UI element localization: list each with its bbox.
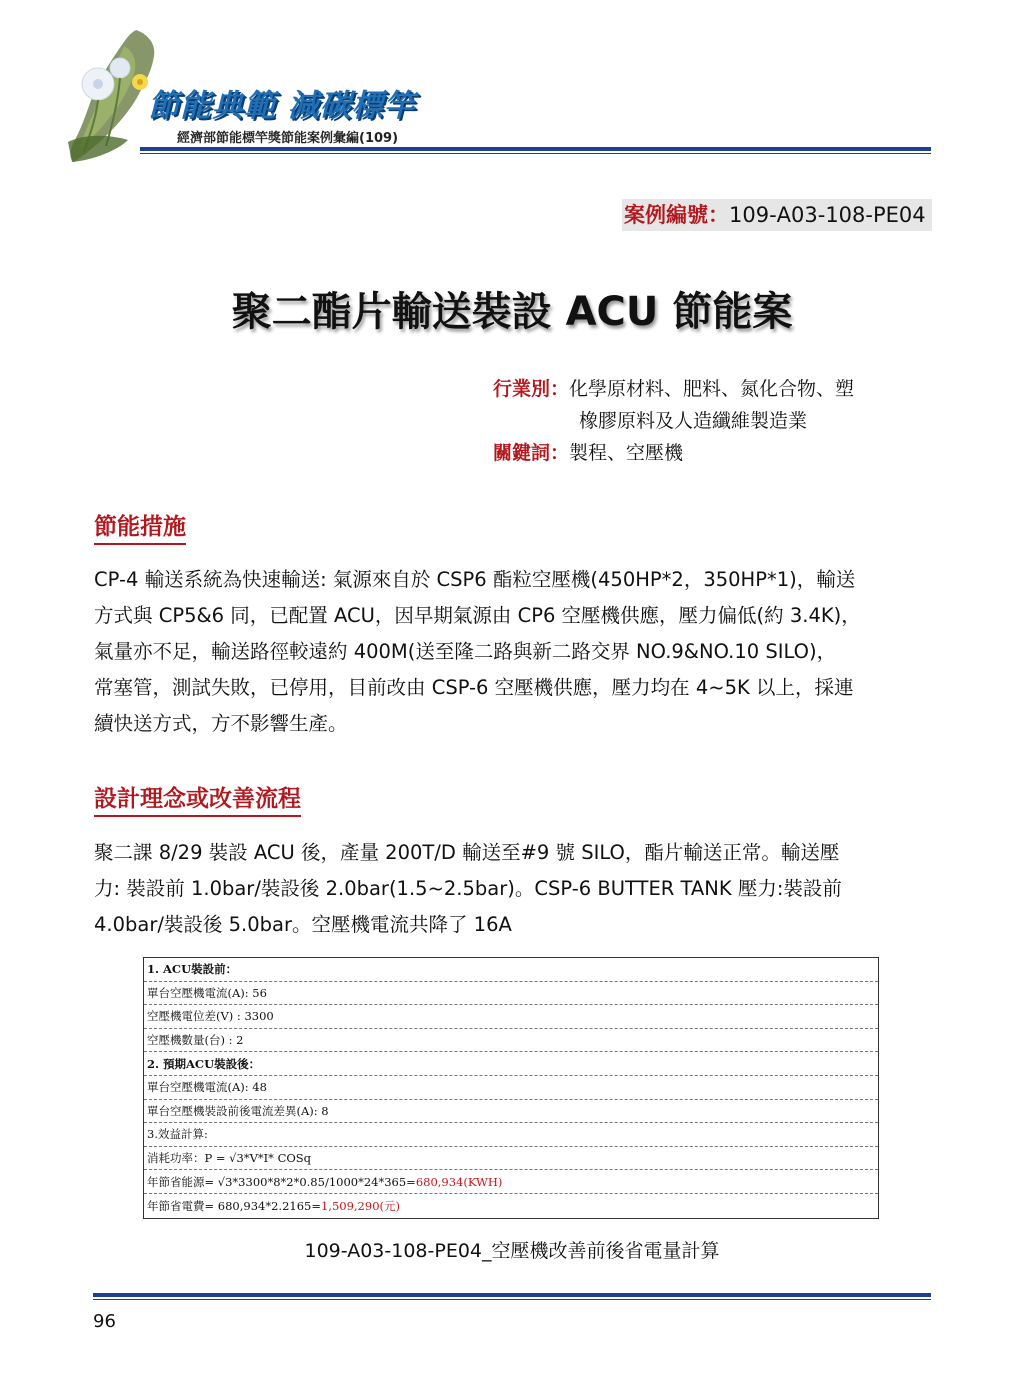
paragraph-line: 方式與 CP5&6 同，已配置 ACU，因早期氣源由 CP6 空壓機供應，壓力偏低(約 3.4K)，: [94, 604, 861, 627]
table-row: 消耗功率：P = √3*V*I* COSq: [144, 1147, 878, 1171]
table-row: 空壓機數量(台) : 2: [144, 1029, 878, 1053]
keywords-value: 製程、空壓機: [569, 442, 684, 464]
case-number-value: 109-A03-108-PE04: [729, 203, 926, 227]
table-row: 2. 預期ACU裝設後：: [144, 1052, 878, 1076]
header-subtitle: 經濟部節能標竿獎節能案例彙編(109): [177, 131, 399, 146]
paragraph-line: 力: 裝設前 1.0bar/裝設後 2.0bar(1.5~2.5bar)。CSP-6 BUTTER TANK 壓力:裝設前: [94, 877, 842, 900]
table-row: 年節省能源= √3*3300*8*2*0.85/1000*24*365= 680,934(KWH): [144, 1170, 878, 1194]
page-number: 96: [93, 1311, 116, 1332]
paragraph-line: 常塞管，測試失敗，已停用，目前改由 CSP-6 空壓機供應，壓力均在 4~5K 以上，採連: [94, 676, 854, 699]
paragraph-line: 續快送方式，方不影響生產。: [94, 712, 348, 735]
header-title: 節能典範 減碳標竿: [148, 88, 416, 124]
case-number-box: [622, 199, 932, 231]
table-row: 單台空壓機裝設前後電流差異(A): 8: [144, 1100, 878, 1124]
paragraph-line: CP-4 輸送系統為快速輸送: 氣源來自於 CSP6 酯粒空壓機(450HP*2，350HP*1)，輸送: [94, 568, 856, 591]
paragraph-line: 4.0bar/裝設後 5.0bar。空壓機電流共降了 16A: [94, 913, 512, 936]
table-row: 年節省電費= 680,934*2.2165= 1,509,290(元): [147, 1198, 400, 1213]
header-rule-thin: [140, 153, 931, 154]
section-heading-design: 設計理念或改善流程: [94, 780, 301, 817]
industry-meta: [493, 373, 933, 469]
header-rule: [140, 147, 931, 151]
table-row: 空壓機電位差(V) : 3300: [144, 1005, 878, 1029]
calculation-table: [143, 957, 879, 1219]
table-row: 3.效益計算:: [144, 1123, 878, 1147]
keywords-label: 關鍵詞：: [493, 442, 570, 464]
industry-label: 行業別：: [493, 378, 570, 400]
footer-rule-thin: [93, 1299, 931, 1300]
industry-value-line1: 化學原材料、肥料、氮化合物、塑: [569, 378, 855, 400]
section-paragraph-design: [94, 835, 932, 943]
table-row: 單台空壓機電流(A): 56: [144, 982, 878, 1006]
industry-value-line2: 橡膠原料及人造纖維製造業: [579, 410, 808, 432]
table-row: 1. ACU裝設前：: [144, 958, 878, 982]
table-caption: 109-A03-108-PE04_空壓機改善前後省電量計算: [304, 1240, 720, 1262]
paragraph-line: 聚二課 8/29 裝設 ACU 後，產量 200T/D 輸送至#9 號 SILO，酯片輸送正常。輸送壓: [94, 841, 840, 864]
section-paragraph-measures: [94, 562, 932, 742]
paragraph-line: 氣量亦不足，輸送路徑較遠約 400M(送至隆二路與新二路交界 NO.9&NO.10 SILO)，: [94, 640, 837, 663]
section-heading-measures: 節能措施: [94, 508, 186, 545]
table-row: 單台空壓機電流(A): 48: [144, 1076, 878, 1100]
case-number-label: 案例編號：: [624, 203, 729, 227]
footer-rule: [93, 1293, 931, 1297]
page-title: 聚二酯片輸送裝設 ACU 節能案: [231, 289, 793, 335]
